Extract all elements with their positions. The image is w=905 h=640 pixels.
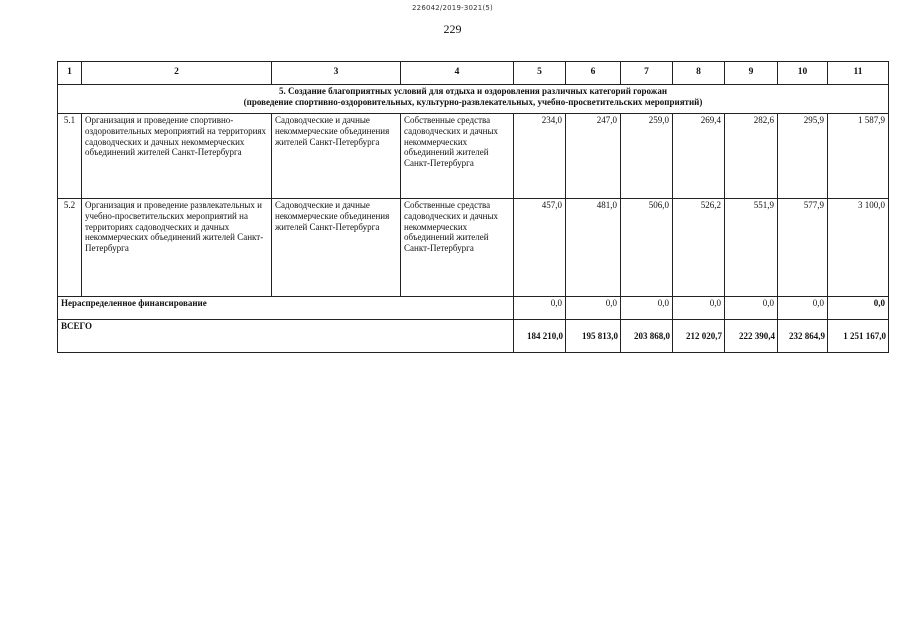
funding-source-cell: Собственные средства садоводческих и дачных некоммерческих объединений жителей Санкт-Петербурга	[401, 114, 514, 199]
table-row	[58, 199, 889, 297]
value-cell: 247,0	[566, 114, 621, 199]
funding-source-cell: Собственные средства садоводческих и дачных некоммерческих объединений жителей Санкт-Петербурга	[401, 199, 514, 297]
value-cell: 0,0	[566, 297, 621, 320]
value-cell: 222 390,4	[725, 320, 778, 353]
executor-cell: Садоводческие и дачные некоммерческие объединения жителей Санкт-Петербурга	[272, 114, 401, 199]
value-cell: 506,0	[621, 199, 673, 297]
column-header: 6	[566, 62, 621, 85]
value-cell: 526,2	[673, 199, 725, 297]
value-cell: 295,9	[778, 114, 828, 199]
column-header: 9	[725, 62, 778, 85]
row-index: 5.1	[58, 114, 82, 199]
value-cell: 0,0	[778, 297, 828, 320]
value-cell: 0,0	[621, 297, 673, 320]
value-cell: 234,0	[514, 114, 566, 199]
column-header: 5	[514, 62, 566, 85]
value-cell: 269,4	[673, 114, 725, 199]
section-title-line2: (проведение спортивно-оздоровительных, культурно-развлекательных, учебно-просветительских мероприятий)	[243, 96, 703, 107]
row-index: 5.2	[58, 199, 82, 297]
value-cell: 282,6	[725, 114, 778, 199]
document-id: 226042/2019-3021(5)	[412, 4, 493, 12]
column-header: 7	[621, 62, 673, 85]
table-row	[58, 114, 889, 199]
section-title-row	[58, 85, 889, 114]
column-header: 2	[82, 62, 272, 85]
column-header: 11	[828, 62, 889, 85]
total-value-cell: 1 251 167,0	[828, 320, 889, 353]
activity-cell: Организация и проведение развлекательных и учебно-просветительских мероприятий на территориях садоводческих и дачных некоммерческих объединений жителей Санкт-Петербурга	[82, 199, 272, 297]
value-cell: 457,0	[514, 199, 566, 297]
total-value-cell: 1 587,9	[828, 114, 889, 199]
column-header: 1	[58, 62, 82, 85]
total-value-cell: 3 100,0	[828, 199, 889, 297]
value-cell: 195 813,0	[566, 320, 621, 353]
page-number: 229	[443, 22, 462, 36]
value-cell: 212 020,7	[673, 320, 725, 353]
value-cell: 0,0	[514, 297, 566, 320]
activity-cell: Организация и проведение спортивно-оздоровительных мероприятий на территориях садоводческих и дачных некоммерческих объединений жителей Санкт-Петербурга	[82, 114, 272, 199]
value-cell: 551,9	[725, 199, 778, 297]
value-cell: 259,0	[621, 114, 673, 199]
value-cell: 577,9	[778, 199, 828, 297]
total-value-cell: 0,0	[828, 297, 889, 320]
executor-cell: Садоводческие и дачные некоммерческие объединения жителей Санкт-Петербурга	[272, 199, 401, 297]
column-header-row	[58, 62, 889, 85]
budget-table	[57, 61, 889, 353]
value-cell: 481,0	[566, 199, 621, 297]
value-cell: 0,0	[673, 297, 725, 320]
column-header: 4	[401, 62, 514, 85]
value-cell: 184 210,0	[514, 320, 566, 353]
column-header: 8	[673, 62, 725, 85]
section-title-line1: 5. Создание благоприятных условий для отдыха и оздоровления различных категорий горожан	[278, 86, 668, 96]
total-label: ВСЕГО	[58, 320, 514, 353]
value-cell: 0,0	[725, 297, 778, 320]
column-header: 3	[272, 62, 401, 85]
unallocated-row	[58, 297, 889, 320]
total-row	[58, 320, 889, 353]
column-header: 10	[778, 62, 828, 85]
unallocated-label: Нераспределенное финансирование	[58, 297, 514, 320]
value-cell: 232 864,9	[778, 320, 828, 353]
section-title	[58, 85, 889, 114]
value-cell: 203 868,0	[621, 320, 673, 353]
